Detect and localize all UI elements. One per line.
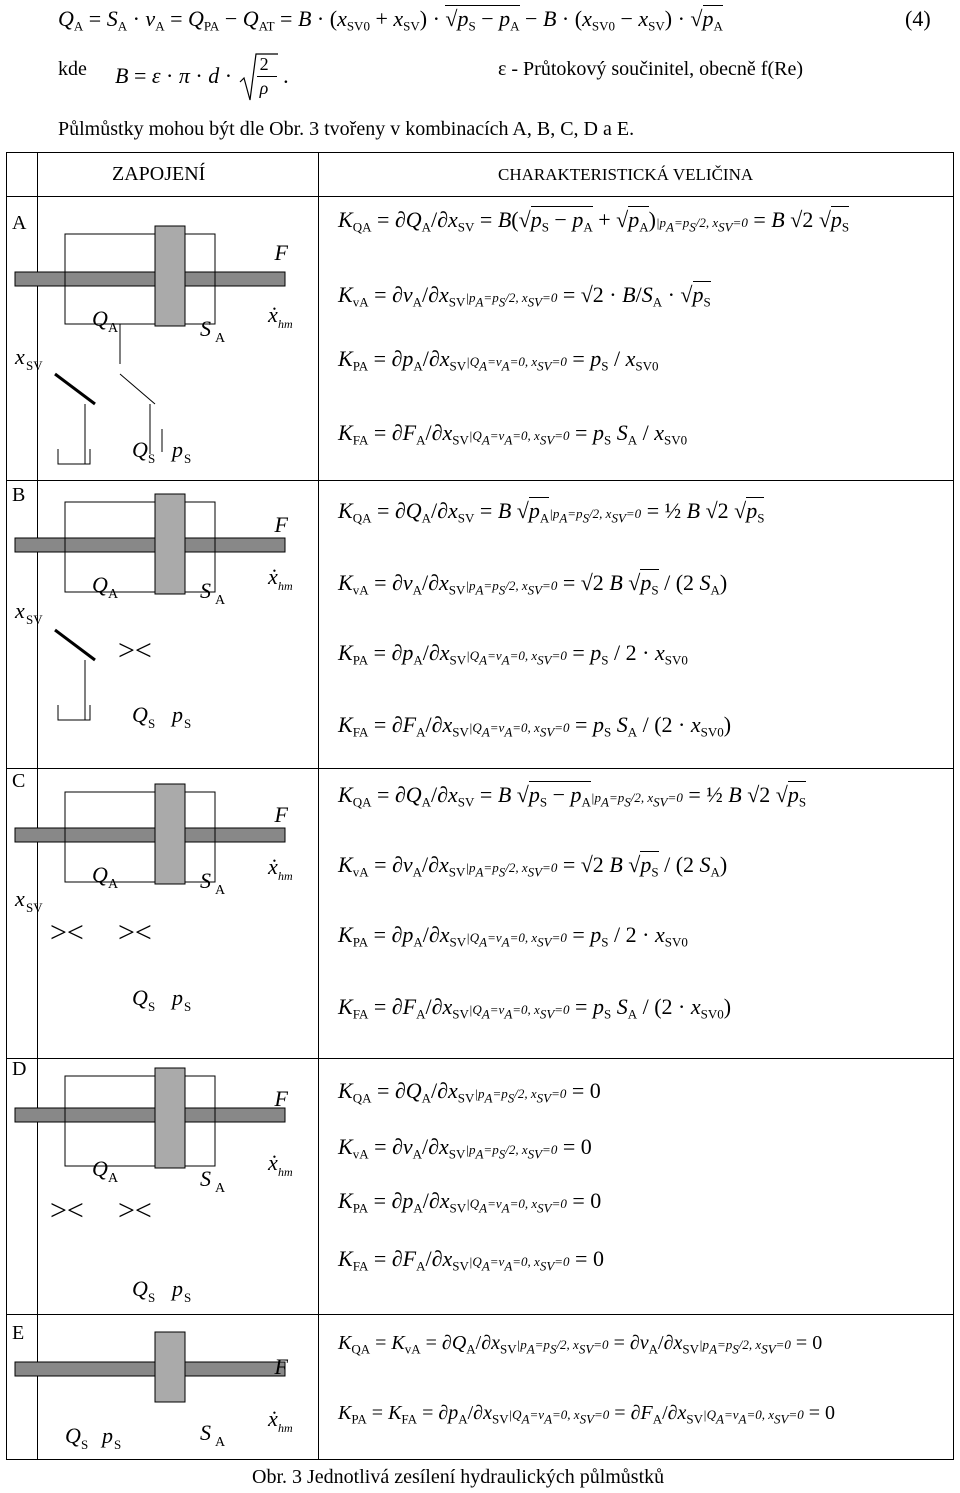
svg-text:A: A bbox=[215, 331, 226, 346]
svg-text:S: S bbox=[200, 1420, 211, 1445]
row-letter-c: C bbox=[12, 770, 26, 792]
svg-text:F: F bbox=[274, 802, 288, 827]
svg-text:Q: Q bbox=[92, 862, 108, 887]
svg-text:S: S bbox=[148, 716, 156, 731]
svg-text:A: A bbox=[215, 883, 226, 898]
svg-text:S: S bbox=[81, 1437, 89, 1452]
svg-text:S: S bbox=[184, 1290, 192, 1305]
row-letter-a: A bbox=[12, 212, 27, 234]
circuit-diagram-d bbox=[10, 1078, 293, 1308]
main-equation: $Q_A = S_A \cdot v_A = Q_{PA} - Q_{AT} = B \cdot (x_{SV0} + x_{SV}) \cdot √p_S - p_A - B \cdot (x_{SV0} - x_{SV}) \cdot √p_A$ bbox=[58, 6, 723, 34]
svg-text:A: A bbox=[215, 1181, 226, 1196]
circuit-diagram-e bbox=[10, 1338, 293, 1452]
svg-text:A: A bbox=[215, 1435, 226, 1450]
row-letter-b: B bbox=[12, 484, 26, 506]
svg-text:SV: SV bbox=[26, 612, 43, 627]
svg-text:ẋ: ẋ bbox=[268, 1150, 278, 1175]
svg-text:p: p bbox=[172, 985, 183, 1010]
eq-b-kva: $K_{vA} = \partial v_A/\partial x_{SV}|p_A=p_S/2$, $x_{SV}=0 = √2$ B $√p_S / (2$ $S_A$) bbox=[338, 570, 728, 598]
svg-text:ẋ: ẋ bbox=[268, 564, 278, 589]
eq-a-kfa: $K_{FA} = \partial F_A/\partial x_{SV}|Q_A=v_A=0$, $x_{SV}=0 = p_S$ $S_A / x_{SV0}$ bbox=[338, 420, 688, 448]
eq-a-kqa: $K_{QA} = \partial Q_A/\partial x_{SV} = B(√p_S - p_A + √p_A)|p_A=p_S/2$, $x_{SV}=0 = B$ √2 $√p_S$ bbox=[338, 207, 850, 235]
svg-text:S: S bbox=[200, 1166, 211, 1191]
svg-text:hm: hm bbox=[278, 317, 293, 331]
eq-d-kfa: $K_{FA} = \partial F_A/\partial x_{SV}|Q_A=v_A=0$, $x_{SV}=0 = 0$ bbox=[338, 1246, 604, 1274]
svg-text:Q: Q bbox=[92, 1156, 108, 1181]
svg-text:F: F bbox=[274, 240, 288, 265]
svg-text:S: S bbox=[148, 999, 156, 1014]
eq-e-kqa: $K_{QA} = K_{vA} = \partial Q_A/\partial x_{SV}|p_A=p_S/2$, $x_{SV}=0 = \partial v_A/\partial x_{SV}|p_A=p_S/2$, $x_{SV}=0 = 0$ bbox=[338, 1332, 823, 1357]
svg-text:S: S bbox=[200, 868, 211, 893]
kde-label: kde bbox=[58, 58, 87, 80]
eq-b-kqa: $K_{QA} = \partial Q_A/\partial x_{SV} = B$ $√p_A|p_A=p_S/2$, $x_{SV}=0$ = ½ B √2 $√p_S$ bbox=[338, 498, 765, 526]
circuit-diagram-b bbox=[10, 500, 293, 760]
svg-text:p: p bbox=[172, 1276, 183, 1301]
eq-a-kva: $K_{vA} = \partial v_A/\partial x_{SV}|p_A=p_S/2$, $x_{SV}=0 = √2 \cdot B/S_A \cdot √p_S$ bbox=[338, 282, 711, 310]
row-letter-e: E bbox=[12, 1322, 25, 1344]
equation-number: (4) bbox=[905, 6, 931, 31]
svg-text:A: A bbox=[108, 877, 119, 892]
eq-b-kfa: $K_{FA} = \partial F_A/\partial x_{SV}|Q_A=v_A=0$, $x_{SV}=0 = p_S$ $S_A / (2 \cdot x_{SV0})$ bbox=[338, 712, 732, 740]
svg-text:ẋ: ẋ bbox=[268, 1406, 278, 1431]
svg-text:x: x bbox=[15, 886, 25, 911]
figure-caption: Obr. 3 Jednotlivá zesílení hydraulických půlmůstků bbox=[252, 1466, 665, 1488]
circuit-diagram-c bbox=[10, 790, 293, 1050]
svg-text:F: F bbox=[274, 1354, 288, 1379]
eq-e-kpa: $K_{PA} = K_{FA} = \partial p_A/\partial x_{SV}|Q_A=v_A=0$, $x_{SV}=0 = \partial F_A/\partial x_{SV}|Q_A=v_A=0$, $x_{SV}=0 = 0$ bbox=[338, 1402, 836, 1427]
svg-text:Q: Q bbox=[132, 985, 148, 1010]
svg-text:Q: Q bbox=[132, 1276, 148, 1301]
svg-text:x: x bbox=[15, 598, 25, 623]
svg-text:A: A bbox=[215, 593, 226, 608]
svg-text:ẋ: ẋ bbox=[268, 854, 278, 879]
svg-text:A: A bbox=[108, 587, 119, 602]
svg-text:S: S bbox=[200, 316, 211, 341]
eq-a-kpa: $K_{PA} = \partial p_A/\partial x_{SV}|Q_A=v_A=0$, $x_{SV}=0 = p_S / x_{SV0}$ bbox=[338, 346, 659, 374]
svg-text:S: S bbox=[148, 451, 156, 466]
eq-c-kfa: $K_{FA} = \partial F_A/\partial x_{SV}|Q_A=v_A=0$, $x_{SV}=0 = p_S$ $S_A / (2 \cdot x_{SV0})$ bbox=[338, 994, 732, 1022]
col-header-charakteristika: CHARAKTERISTICKÁ VELIČINA bbox=[498, 165, 754, 184]
svg-text:S: S bbox=[184, 716, 192, 731]
eq-d-kqa: $K_{QA} = \partial Q_A/\partial x_{SV}|p_A=p_S/2$, $x_{SV}=0 = 0$ bbox=[338, 1078, 601, 1106]
svg-text:><: >< bbox=[118, 916, 152, 949]
svg-text:hm: hm bbox=[278, 579, 293, 593]
svg-text:SV: SV bbox=[26, 358, 43, 373]
svg-text:Q: Q bbox=[132, 437, 148, 462]
svg-text:><: >< bbox=[50, 1194, 84, 1227]
circuit-diagram-a bbox=[10, 224, 293, 484]
svg-text:S: S bbox=[148, 1290, 156, 1305]
svg-text:Q: Q bbox=[65, 1423, 81, 1448]
svg-text:hm: hm bbox=[278, 1165, 293, 1179]
svg-text:Q: Q bbox=[132, 702, 148, 727]
svg-text:F: F bbox=[274, 1086, 288, 1111]
svg-text:p: p bbox=[172, 702, 183, 727]
intro-sentence: Půlmůstky mohou být dle Obr. 3 tvořeny v kombinacích A, B, C, D a E. bbox=[58, 118, 635, 140]
eq-d-kva: $K_{vA} = \partial v_A/\partial x_{SV}|p_A=p_S/2$, $x_{SV}=0 = 0$ bbox=[338, 1134, 592, 1162]
svg-text:S: S bbox=[184, 999, 192, 1014]
svg-text:hm: hm bbox=[278, 869, 293, 883]
svg-text:S: S bbox=[184, 451, 192, 466]
eq-c-kqa: $K_{QA} = \partial Q_A/\partial x_{SV} = B$ $√p_S - p_A|p_A=p_S/2$, $x_{SV}=0$ = ½ B √2 $√p_S$ bbox=[338, 782, 807, 810]
eq-c-kva: $K_{vA} = \partial v_A/\partial x_{SV}|p_A=p_S/2$, $x_{SV}=0 = √2$ B $√p_S / (2$ $S_A$) bbox=[338, 852, 728, 880]
svg-text:><: >< bbox=[118, 634, 152, 667]
svg-text:Q: Q bbox=[92, 306, 108, 331]
svg-text:S: S bbox=[114, 1437, 122, 1452]
svg-text:F: F bbox=[274, 512, 288, 537]
b-definition: B = ε · π · d · $\frac{2}{\rho}$ . bbox=[115, 54, 289, 98]
svg-text:x: x bbox=[15, 344, 25, 369]
svg-text:SV: SV bbox=[26, 900, 43, 915]
eq-d-kpa: $K_{PA} = \partial p_A/\partial x_{SV}|Q_A=v_A=0$, $x_{SV}=0 = 0$ bbox=[338, 1188, 602, 1216]
svg-text:hm: hm bbox=[278, 1421, 293, 1435]
epsilon-note: ε - Průtokový součinitel, obecně f(Re) bbox=[498, 58, 803, 80]
svg-text:ẋ: ẋ bbox=[268, 302, 278, 327]
svg-text:><: >< bbox=[50, 916, 84, 949]
col-header-zapojeni: ZAPOJENÍ bbox=[112, 163, 206, 185]
eq-b-kpa: $K_{PA} = \partial p_A/\partial x_{SV}|Q_A=v_A=0$, $x_{SV}=0 = p_S / 2 \cdot x_{SV0}$ bbox=[338, 640, 688, 668]
svg-text:><: >< bbox=[118, 1194, 152, 1227]
svg-text:S: S bbox=[200, 578, 211, 603]
svg-text:p: p bbox=[172, 437, 183, 462]
svg-text:A: A bbox=[108, 1171, 119, 1186]
row-letter-d: D bbox=[12, 1058, 27, 1080]
svg-text:A: A bbox=[108, 321, 119, 336]
svg-text:Q: Q bbox=[92, 572, 108, 597]
eq-c-kpa: $K_{PA} = \partial p_A/\partial x_{SV}|Q_A=v_A=0$, $x_{SV}=0 = p_S / 2 \cdot x_{SV0}$ bbox=[338, 922, 688, 950]
svg-text:p: p bbox=[102, 1423, 113, 1448]
